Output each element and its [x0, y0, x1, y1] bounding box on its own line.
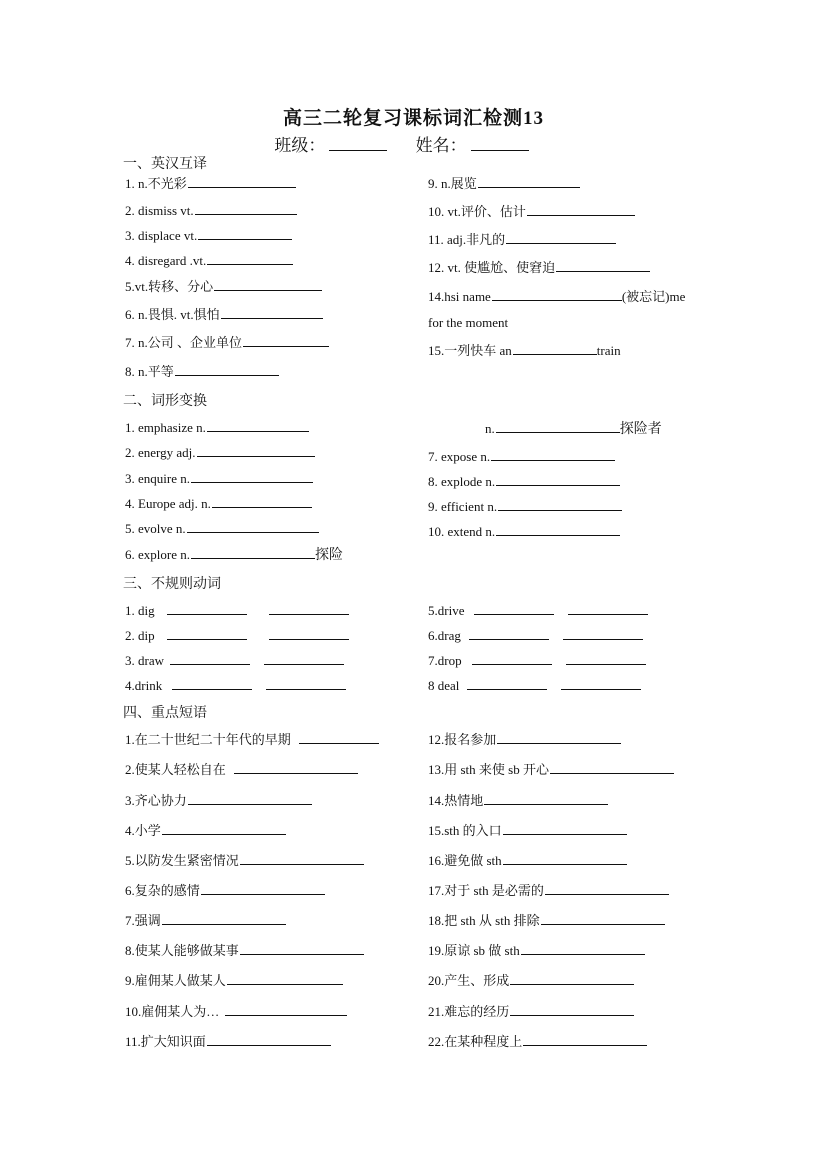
answer-blank[interactable]	[521, 942, 645, 955]
list-item: 15.一列快车 an train	[428, 343, 621, 358]
answer-blank[interactable]	[506, 231, 616, 244]
answer-blank[interactable]	[545, 882, 669, 895]
list-item: 5. evolve n.	[125, 520, 319, 537]
list-item: 2. energy adj.	[125, 444, 315, 461]
answer-blank[interactable]	[227, 972, 343, 985]
list-item: 1. emphasize n.	[125, 419, 309, 436]
answer-blank[interactable]	[469, 627, 549, 640]
answer-blank[interactable]	[207, 1033, 331, 1046]
answer-blank[interactable]	[496, 420, 620, 433]
answer-blank[interactable]	[234, 761, 358, 774]
list-item: 2. dip	[125, 627, 349, 644]
list-item: 3. enquire n.	[125, 470, 313, 487]
class-label: 班级：	[274, 136, 326, 155]
answer-blank[interactable]	[474, 602, 554, 615]
answer-blank[interactable]	[299, 731, 379, 744]
list-item: 19.原谅 sb 做 sth	[428, 942, 645, 959]
list-item: 8. explode n.	[428, 473, 620, 490]
list-item: 22.在某种程度上	[428, 1033, 647, 1050]
list-item: 9. efficient n.	[428, 498, 622, 515]
answer-blank[interactable]	[225, 1003, 347, 1016]
section-heading-word-forms: 二、词形变换	[123, 394, 207, 409]
answer-blank[interactable]	[212, 495, 312, 508]
answer-blank[interactable]	[484, 792, 608, 805]
answer-blank[interactable]	[167, 627, 247, 640]
answer-blank[interactable]	[510, 972, 634, 985]
list-item: 4.drink	[125, 677, 346, 694]
section-heading-translation: 一、英汉互译	[123, 157, 207, 172]
answer-blank[interactable]	[563, 627, 643, 640]
answer-blank[interactable]	[269, 602, 349, 615]
section-heading-irregular-verbs: 三、不规则动词	[123, 577, 221, 592]
list-item: 5.以防发生紧密情况	[125, 852, 364, 869]
answer-blank[interactable]	[221, 306, 323, 319]
class-blank[interactable]	[329, 134, 387, 151]
list-item: 8.使某人能够做某事	[125, 942, 364, 959]
list-item: 1. dig	[125, 602, 349, 619]
answer-blank[interactable]	[170, 652, 250, 665]
list-item: 8 deal	[428, 677, 641, 694]
answer-blank[interactable]	[491, 448, 615, 461]
answer-blank[interactable]	[198, 227, 292, 240]
answer-blank[interactable]	[264, 652, 344, 665]
list-item: 3. draw	[125, 652, 344, 669]
answer-blank[interactable]	[527, 203, 635, 216]
list-item: 6. n.畏惧. vt.惧怕	[125, 306, 323, 323]
answer-blank[interactable]	[195, 202, 297, 215]
answer-blank[interactable]	[492, 288, 622, 301]
list-item: 7.强调	[125, 912, 286, 929]
list-item: 10. extend n.	[428, 523, 620, 540]
list-item: 7. expose n.	[428, 448, 615, 465]
list-item: 14.热情地	[428, 792, 608, 809]
list-item: 1. n.不光彩	[125, 175, 296, 192]
list-item: 11. adj.非凡的	[428, 231, 616, 248]
answer-blank[interactable]	[191, 546, 315, 559]
answer-blank[interactable]	[566, 652, 646, 665]
list-item: 3. displace vt.	[125, 227, 292, 244]
section-heading-key-phrases: 四、重点短语	[123, 706, 207, 721]
list-item: 5.vt.转移、分心	[125, 278, 322, 295]
list-item: 4. disregard .vt.	[125, 252, 293, 269]
list-item: 9.雇佣某人做某人	[125, 972, 343, 989]
answer-blank[interactable]	[478, 175, 580, 188]
answer-blank[interactable]	[197, 444, 315, 457]
answer-blank[interactable]	[550, 761, 674, 774]
answer-blank[interactable]	[556, 259, 650, 272]
answer-blank[interactable]	[467, 677, 547, 690]
page-title: 高三二轮复习课标词汇检测13	[282, 108, 544, 129]
answer-blank[interactable]	[188, 792, 312, 805]
answer-blank[interactable]	[496, 523, 620, 536]
answer-blank[interactable]	[513, 342, 597, 355]
answer-blank[interactable]	[510, 1003, 634, 1016]
list-item: 21.难忘的经历	[428, 1003, 634, 1020]
answer-blank[interactable]	[162, 822, 286, 835]
answer-blank[interactable]	[172, 677, 252, 690]
list-item: 9. n.展览	[428, 175, 580, 192]
list-item: 7.drop	[428, 652, 646, 669]
list-item-continuation: for the moment	[428, 315, 509, 330]
list-item: 20.产生、形成	[428, 972, 634, 989]
list-item: 6. explore n. 探险	[125, 547, 343, 563]
list-item: 8. n.平等	[125, 363, 279, 380]
answer-blank[interactable]	[266, 677, 346, 690]
list-item: 4. Europe adj. n.	[125, 495, 312, 512]
name-label: 姓名：	[415, 136, 467, 155]
answer-blank[interactable]	[561, 677, 641, 690]
answer-blank[interactable]	[496, 473, 620, 486]
list-item: 5.drive	[428, 602, 648, 619]
list-item: 14.hsi name (被忘记)me	[428, 289, 686, 304]
list-item: 10. vt.评价、估计	[428, 203, 635, 220]
answer-blank[interactable]	[175, 363, 279, 376]
name-blank[interactable]	[471, 134, 529, 151]
answer-blank[interactable]	[568, 602, 648, 615]
list-item: 3.齐心协力	[125, 792, 312, 809]
list-item: 6.复杂的感情	[125, 882, 325, 899]
answer-blank[interactable]	[243, 334, 329, 347]
answer-blank[interactable]	[188, 175, 296, 188]
answer-blank[interactable]	[503, 852, 627, 865]
list-item: 6.drag	[428, 627, 643, 644]
list-item: 2. dismiss vt.	[125, 202, 297, 219]
answer-blank[interactable]	[472, 652, 552, 665]
list-item: n. 探险者	[485, 421, 662, 437]
answer-blank[interactable]	[497, 731, 621, 744]
list-item: 13.用 sth 来使 sb 开心	[428, 761, 674, 778]
answer-blank[interactable]	[503, 822, 627, 835]
answer-blank[interactable]	[167, 602, 247, 615]
list-item: 16.避免做 sth	[428, 852, 627, 869]
list-item: 18.把 sth 从 sth 排除	[428, 912, 665, 929]
answer-blank[interactable]	[240, 852, 364, 865]
list-item: 17.对于 sth 是必需的	[428, 882, 669, 899]
answer-blank[interactable]	[162, 912, 286, 925]
list-item: 2.使某人轻松自在	[125, 761, 358, 778]
answer-blank[interactable]	[187, 520, 319, 533]
list-item: 4.小学	[125, 822, 286, 839]
list-item: 15.sth 的入口	[428, 822, 627, 839]
answer-blank[interactable]	[207, 419, 309, 432]
answer-blank[interactable]	[498, 498, 622, 511]
answer-blank[interactable]	[269, 627, 349, 640]
answer-blank[interactable]	[523, 1033, 647, 1046]
answer-blank[interactable]	[201, 882, 325, 895]
answer-blank[interactable]	[541, 912, 665, 925]
list-item: 12.报名参加	[428, 731, 621, 748]
list-item: 11.扩大知识面	[125, 1033, 331, 1050]
list-item: 1.在二十世纪二十年代的早期	[125, 731, 379, 748]
list-item: 10.雇佣某人为…	[125, 1003, 347, 1020]
answer-blank[interactable]	[191, 470, 313, 483]
answer-blank[interactable]	[214, 278, 322, 291]
list-item: 12. vt. 使尴尬、使窘迫	[428, 259, 650, 276]
answer-blank[interactable]	[207, 252, 293, 265]
list-item: 7. n.公司 、企业单位	[125, 334, 329, 351]
answer-blank[interactable]	[240, 942, 364, 955]
